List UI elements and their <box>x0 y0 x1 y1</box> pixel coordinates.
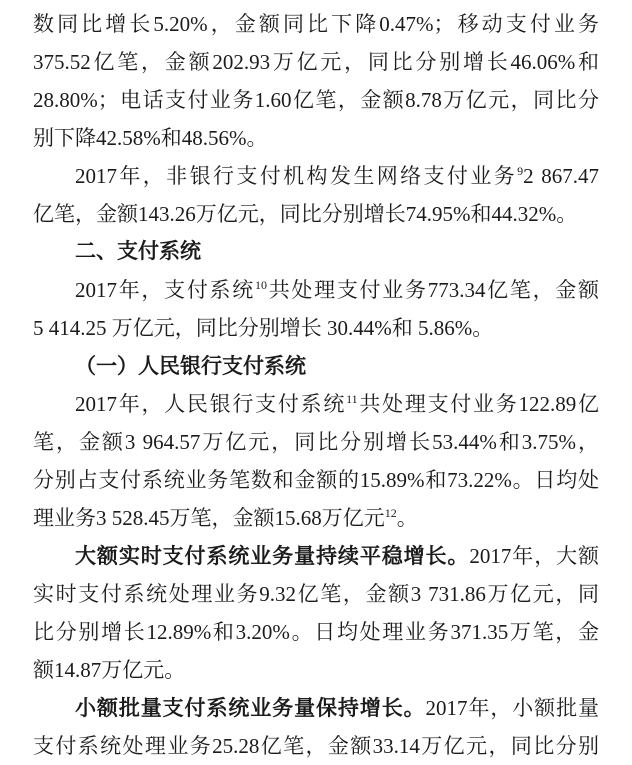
body-text: 二、支付系统 <box>75 240 201 263</box>
body-text: 亿笔，金额143.26万亿元，同比分别增长74.95%和44.32%。 <box>33 202 578 226</box>
body-text: 共处理支付业务122.89亿 <box>357 392 599 416</box>
text-line <box>33 461 599 499</box>
text-line <box>33 651 599 689</box>
body-text: 2017年，人民银行支付系统 <box>75 392 347 416</box>
text-line <box>33 43 599 81</box>
body-text: 2 867.47 <box>523 164 599 188</box>
body-text: （一）人民银行支付系统 <box>75 353 306 378</box>
body-text: 2017年，非银行支付机构发生网络支付业务 <box>75 164 518 188</box>
body-text: 比分别增长12.89%和3.20%。日均处理业务371.35万笔，金 <box>33 620 599 644</box>
text-line <box>33 575 599 613</box>
text-line <box>33 157 599 195</box>
body-text: 分别占支付系统业务笔数和金额的15.89%和73.22%。日均处 <box>33 468 599 492</box>
subsection-heading <box>33 347 599 385</box>
text-line <box>33 309 599 347</box>
section-heading <box>33 233 599 271</box>
text-line <box>33 537 599 575</box>
body-text: 实时支付系统处理业务9.32亿笔，金额3 731.86万亿元，同 <box>33 582 599 606</box>
body-text: 375.52亿笔，金额202.93万亿元，同比分别增长46.06%和 <box>33 50 599 74</box>
text-line <box>33 271 599 309</box>
text-line <box>33 689 599 727</box>
emphasis-text: 小额批量支付系统业务量保持增长。 <box>75 697 426 720</box>
body-text: 支付系统处理业务25.28亿笔，金额33.14万亿元，同比分别 <box>33 734 599 758</box>
footnote-ref: 11 <box>346 392 358 406</box>
body-text: 。 <box>396 506 418 530</box>
document-text-block <box>33 5 599 765</box>
body-text: 共处理支付业务773.34亿笔，金额 <box>267 278 599 302</box>
footnote-ref: 10 <box>255 278 267 292</box>
text-line <box>33 81 599 119</box>
footnote-ref: 12 <box>384 506 397 520</box>
body-text: 2017年，大额 <box>469 544 599 568</box>
body-text: 28.80%；电话支付业务1.60亿笔，金额8.78万亿元，同比分 <box>33 88 599 112</box>
body-text: 5 414.25 万亿元，同比分别增长 30.44%和 5.86%。 <box>33 316 494 340</box>
body-text: 理业务3 528.45万笔，金额15.68万亿元 <box>33 506 385 530</box>
text-line <box>33 195 599 233</box>
emphasis-text: 大额实时支付系统业务量持续平稳增长。 <box>75 545 470 568</box>
text-line <box>33 499 599 537</box>
body-text: 笔，金额3 964.57万亿元，同比分别增长53.44%和3.75%， <box>33 430 599 454</box>
text-line <box>33 385 599 423</box>
body-text: 2017年，小额批量 <box>425 696 599 720</box>
body-text: 数同比增长5.20%，金额同比下降0.47%；移动支付业务 <box>33 12 599 36</box>
footnote-ref: 9 <box>517 164 524 178</box>
text-line <box>33 423 599 461</box>
body-text: 2017年，支付系统 <box>75 278 255 302</box>
body-text: 别下降42.58%和48.56%。 <box>33 126 268 150</box>
text-line <box>33 5 599 43</box>
text-line <box>33 613 599 651</box>
body-text: 额14.87万亿元。 <box>33 658 186 682</box>
text-line <box>33 119 599 157</box>
text-line <box>33 727 599 765</box>
